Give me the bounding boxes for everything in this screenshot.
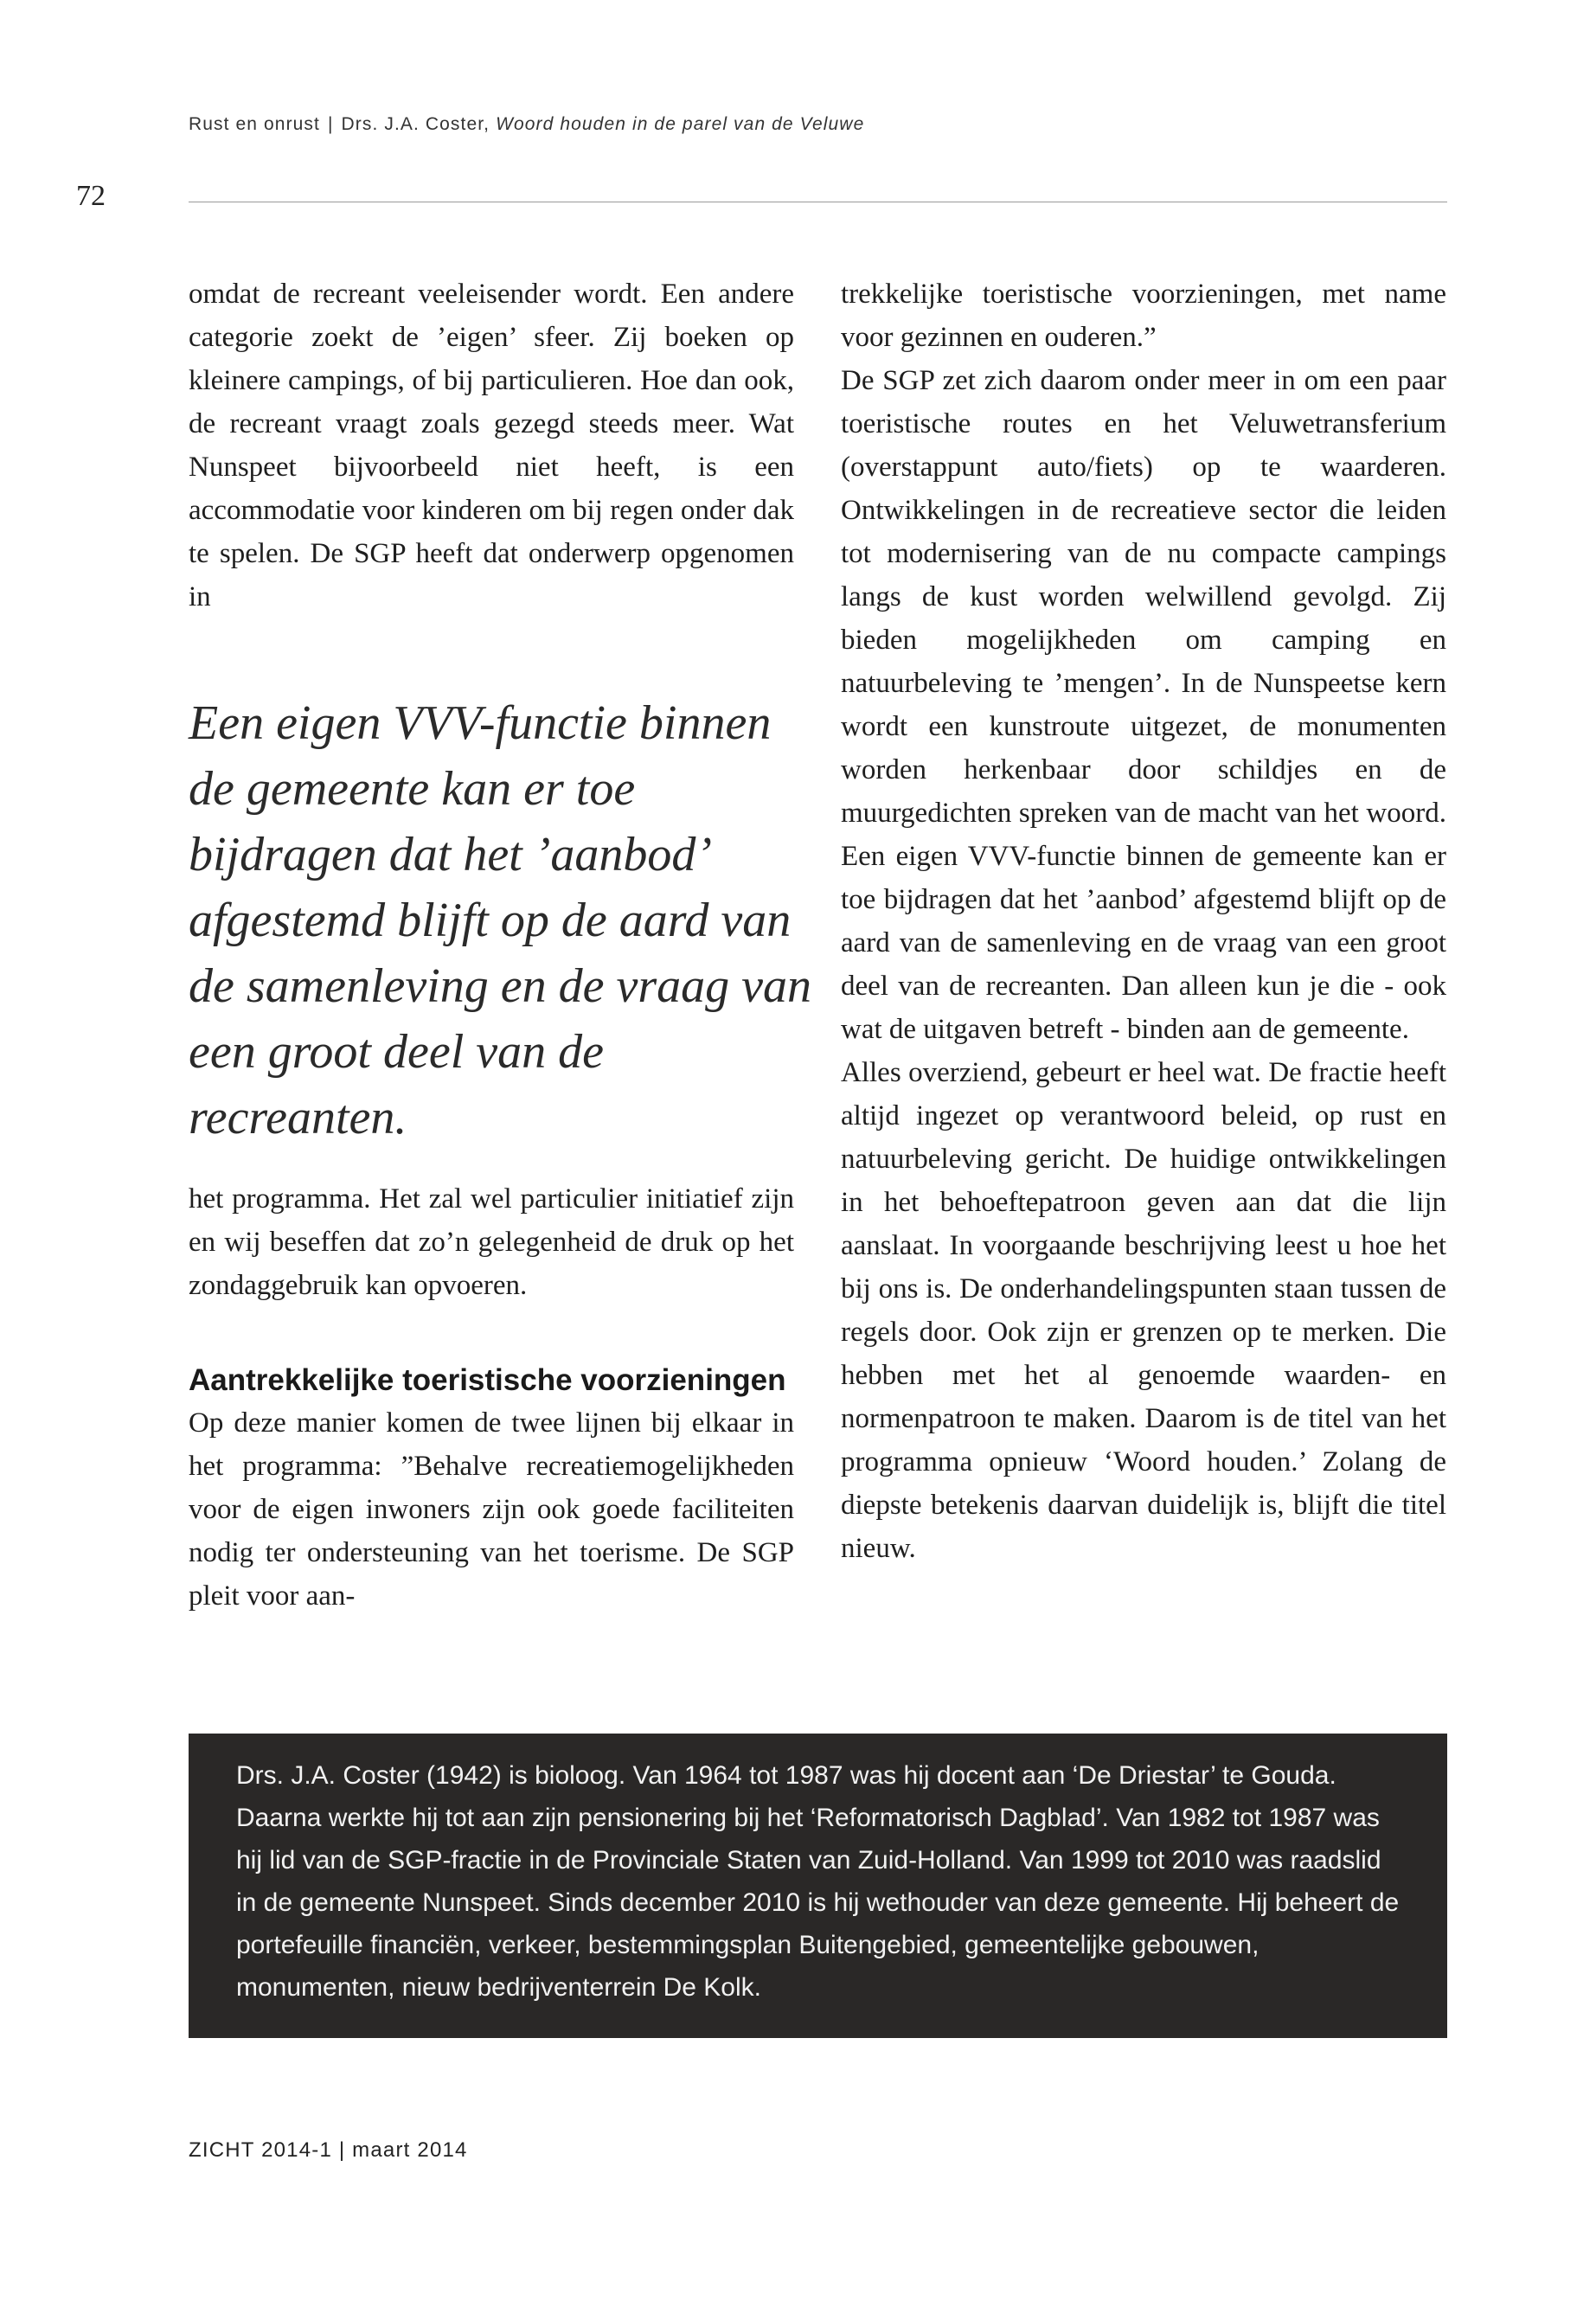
page-footer: ZICHT 2014-1 | maart 2014: [189, 2138, 468, 2162]
page-number: 72: [76, 180, 106, 212]
header-article-title: Woord houden in de parel van de Veluwe: [496, 114, 865, 134]
left-heading-paragraph: Op deze manier komen de twee lijnen bij elkaar in het programma: ”Behalve recreatiemogelijkheden voor de eigen inwoners zijn ook goede faciliteiten nodig ter ondersteuning van het toerisme. De SGP pleit voor aan-: [189, 1407, 794, 1612]
right-paragraph-3: Alles overziend, gebeurt er heel wat. De fractie heeft altijd ingezet op verantwoord beleid, op rust en natuurbeleving gericht. De huidige ontwikkelingen in het behoeftepatroon geven aan dat die lijn aanslaat. In voorgaande beschrijving leest u hoe het bij ons is. De onderhandelingspunten staan tussen de regels door. Ook zijn er grenzen op te merken. Die hebben met het al genoemde waarden- en normenpatroon te maken. Daarom is de titel van het programma opnieuw ‘Woord houden.’ Zolang de diepste betekenis daarvan duidelijk is, blijft die titel nieuw.: [841, 1057, 1446, 1564]
left-column-top: [189, 272, 794, 619]
section-heading: Aantrekkelijke toeristische voorzieningen: [189, 1363, 786, 1397]
author-bio-text: Drs. J.A. Coster (1942) is bioloog. Van 1964 tot 1987 was hij docent aan ‘De Driestar’ te Gouda. Daarna werkte hij tot aan zijn pensionering bij het ‘Reformatorisch Dagblad’. Van 1982 tot 1987 was hij lid van de SGP-fractie in de Provinciale Staten van Zuid-Holland. Van 1999 tot 2010 was raadslid in de gemeente Nunspeet. Sinds december 2010 is hij wethouder van deze gemeente. Hij beheert de portefeuille financiën, verkeer, bestemmingsplan Buitengebied, gemeentelijke gebouwen, monumenten, nieuw bedrijventerrein De Kolk.: [236, 1761, 1400, 2002]
pull-quote: Een eigen VVV-functie binnen de gemeente kan er toe bijdragen dat het ’aanbod’ afgestemd blijft op de aard van de samenleving en de vraag van een groot deel van de recreanten.: [189, 696, 811, 1144]
running-header: [189, 114, 864, 135]
right-paragraph-2: De SGP zet zich daarom onder meer in om een paar toeristische routes en het Veluwetransferium (overstappunt auto/fiets) op te waarderen. Ontwikkelingen in de recreatieve sector die leiden tot modernisering van de nu compacte campings langs de kust worden welwillend gevolgd. Zij bieden mogelijkheden om camping en natuurbeleving te ’mengen’. In de Nunspeetse kern wordt een kunstroute uitgezet, de monumenten worden herkenbaar door schildjes en de muurgedichten spreken van de macht van het woord. Een eigen VVV-functie binnen de gemeente kan er toe bijdragen dat het ’aanbod’ afgestemd blijft op de aard van de samenleving en de vraag van een groot deel van de recreanten. Dan alleen kun je die - ook wat de uitgaven betreft - binden aan de gemeente.: [841, 365, 1446, 1045]
author-bio-box: [189, 1734, 1447, 2038]
header-section: Rust en onrust: [189, 114, 320, 134]
right-paragraph-1: trekkelijke toeristische voorzieningen, met name voor gezinnen en ouderen.”: [841, 279, 1446, 353]
header-separator: |: [327, 114, 334, 134]
left-column-bottom: [189, 1177, 794, 1618]
left-continued-paragraph: het programma. Het zal wel particulier initiatief zijn en wij beseffen dat zo’n gelegenheid de druk op het zondaggebruik kan opvoeren.: [189, 1183, 794, 1301]
left-top-paragraph: omdat de recreant veeleisender wordt. Een andere categorie zoekt de ’eigen’ sfeer. Zij boeken op kleinere campings, of bij particulieren. Hoe dan ook, de recreant vraagt zoals gezegd steeds meer. Wat Nunspeet bijvoorbeeld niet heeft, is een accommodatie voor kinderen om bij regen onder dak te spelen. De SGP heeft dat onderwerp opgenomen in: [189, 279, 794, 612]
right-column: [841, 272, 1446, 1570]
header-author: Drs. J.A. Coster,: [341, 114, 490, 134]
